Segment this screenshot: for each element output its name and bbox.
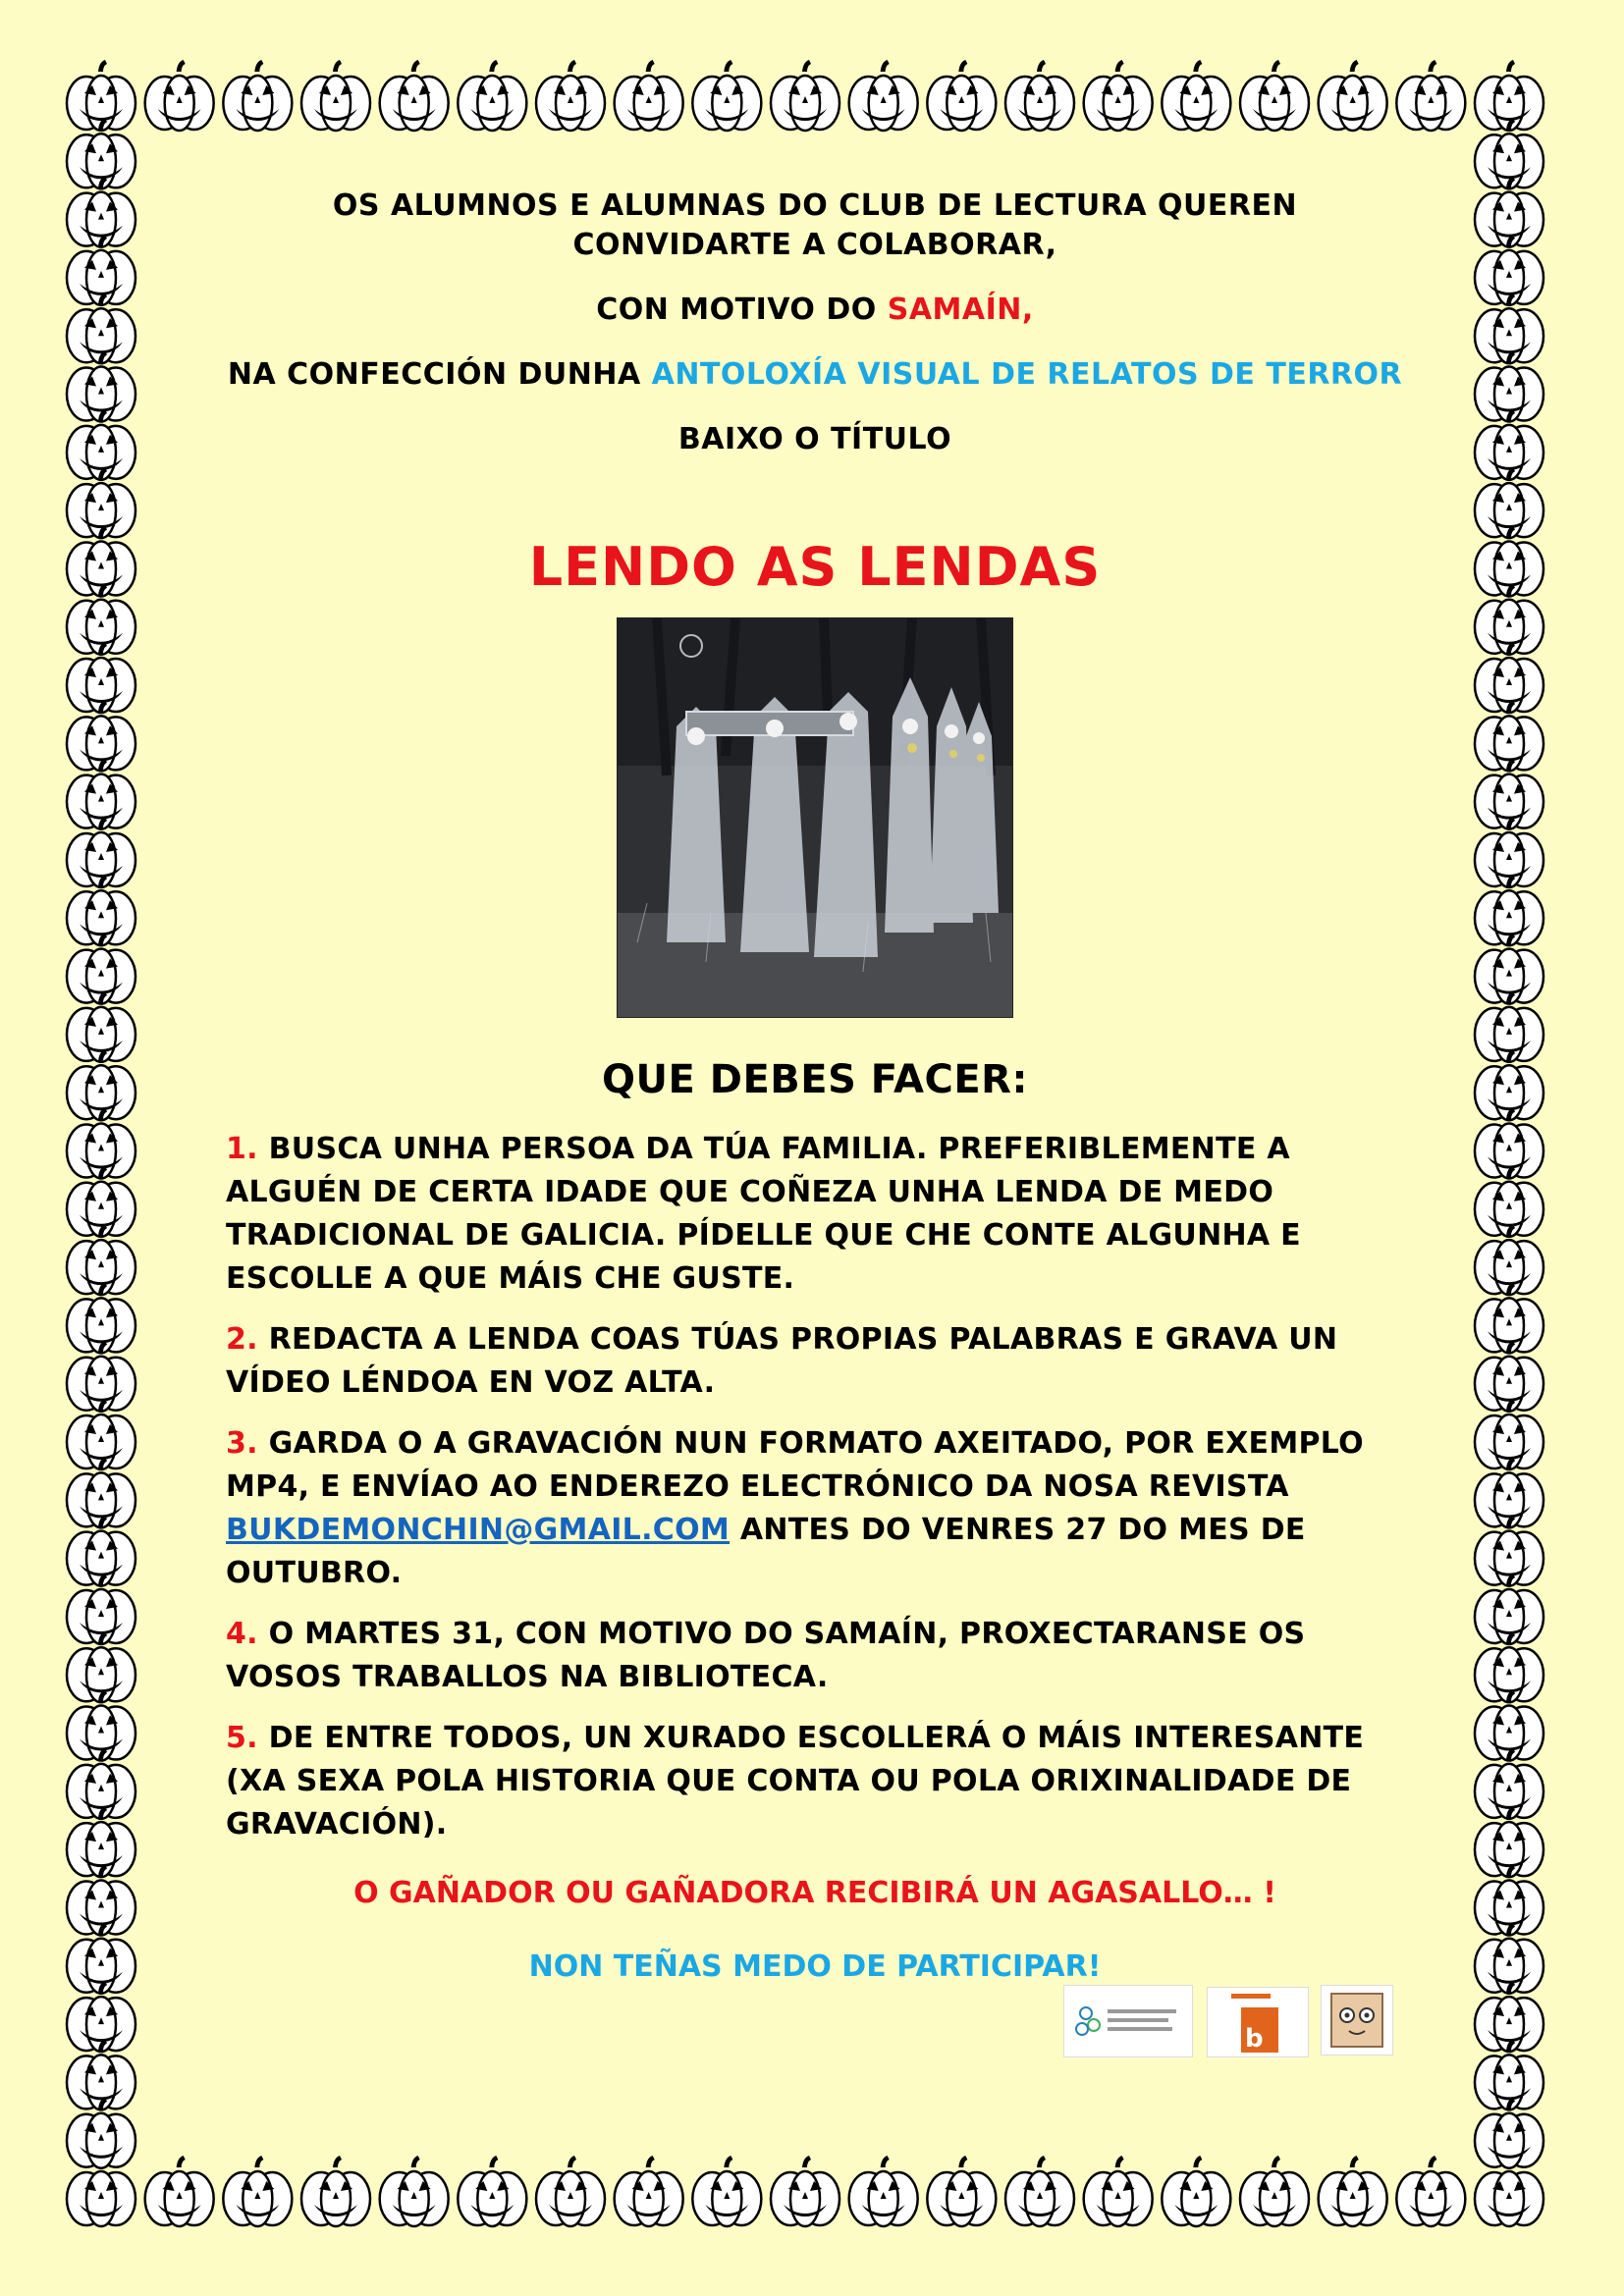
jack-o-lantern-icon	[458, 60, 526, 131]
jack-o-lantern-icon	[1475, 525, 1543, 596]
jack-o-lantern-icon	[1475, 1748, 1543, 1819]
jack-o-lantern-icon	[145, 60, 214, 131]
step-text-after: ANTES DO VENRES 27 DO MES DE OUTUBRO.	[226, 1513, 1306, 1590]
jack-o-lantern-icon	[1162, 2156, 1230, 2226]
jack-o-lantern-icon	[67, 1923, 135, 1994]
jack-o-lantern-icon	[67, 1224, 135, 1295]
jack-o-lantern-icon	[145, 2156, 214, 2226]
intro-line-1: OS ALUMNOS E ALUMNAS DO CLUB DE LECTURA QUEREN CONVIDARTE A COLABORAR,	[332, 188, 1298, 262]
jack-o-lantern-icon	[1162, 60, 1230, 131]
jack-o-lantern-icon	[67, 60, 135, 131]
jack-o-lantern-icon	[1475, 759, 1543, 829]
jack-o-lantern-icon	[1475, 1864, 1543, 1935]
step-5	[226, 1717, 1404, 1846]
jack-o-lantern-icon	[771, 60, 839, 131]
language-team-logo	[1063, 1985, 1193, 2057]
closing-block	[226, 1876, 1404, 1984]
instructions-heading: QUE DEBES FACER:	[602, 1057, 1028, 1102]
flyer-title: LENDO AS LENDAS	[528, 536, 1102, 598]
jack-o-lantern-icon	[1475, 118, 1543, 188]
jack-o-lantern-icon	[536, 60, 605, 131]
jack-o-lantern-icon	[67, 1341, 135, 1412]
jack-o-lantern-icon	[1475, 817, 1543, 887]
library-logo	[1207, 1987, 1309, 2057]
jack-o-lantern-icon	[67, 875, 135, 945]
jack-o-lantern-icon	[67, 700, 135, 771]
jack-o-lantern-icon	[67, 235, 135, 305]
intro-line-2	[226, 291, 1404, 330]
reading-club-logo	[1321, 1985, 1393, 2056]
jack-o-lantern-icon	[849, 2156, 918, 2226]
jack-o-lantern-icon	[67, 525, 135, 596]
jack-o-lantern-icon	[1475, 700, 1543, 771]
jack-o-lantern-icon	[1396, 60, 1465, 131]
jack-o-lantern-icon	[67, 1457, 135, 1527]
jack-o-lantern-icon	[1475, 351, 1543, 422]
step-1	[226, 1128, 1404, 1301]
intro-line-3-text: NA CONFECCIÓN DUNHA	[227, 357, 652, 392]
jack-o-lantern-icon	[1319, 2156, 1387, 2226]
jack-o-lantern-icon	[1475, 1457, 1543, 1527]
jack-o-lantern-icon	[67, 1806, 135, 1877]
jack-o-lantern-icon	[1475, 60, 1543, 131]
jack-o-lantern-icon	[1475, 1690, 1543, 1761]
jack-o-lantern-icon	[67, 118, 135, 188]
jack-o-lantern-icon	[67, 2039, 135, 2109]
jack-o-lantern-icon	[67, 1690, 135, 1761]
jack-o-lantern-icon	[67, 177, 135, 247]
step-text: GARDA O A GRAVACIÓN NUN FORMATO AXEITADO, POR EXEMPLO MP4, E ENVÍAO AO ENDEREZO ELECTRÓNICO DA NOSA REVISTA	[226, 1426, 1364, 1504]
jack-o-lantern-icon	[67, 1981, 135, 2052]
step-2	[226, 1318, 1404, 1405]
prize-line: O GAÑADOR OU GAÑADORA RECIBIRÁ UN AGASALLO… !	[353, 1876, 1276, 1910]
jack-o-lantern-icon	[1475, 1341, 1543, 1412]
jack-o-lantern-icon	[1475, 2156, 1543, 2226]
jack-o-lantern-icon	[1005, 2156, 1074, 2226]
jack-o-lantern-icon	[67, 642, 135, 713]
jack-o-lantern-icon	[1475, 293, 1543, 363]
encourage-line: NON TEÑAS MEDO DE PARTICIPAR!	[528, 1949, 1102, 1984]
anthology-highlight: ANTOLOXÍA VISUAL DE RELATOS DE TERROR	[651, 357, 1403, 392]
jack-o-lantern-icon	[67, 759, 135, 829]
jack-o-lantern-icon	[927, 2156, 996, 2226]
jack-o-lantern-icon	[692, 2156, 761, 2226]
jack-o-lantern-icon	[301, 2156, 370, 2226]
intro-line-2-text: CON MOTIVO DO	[596, 293, 888, 327]
flyer-content	[226, 187, 1404, 2023]
jack-o-lantern-icon	[536, 2156, 605, 2226]
step-number: 5.	[226, 1721, 258, 1755]
jack-o-lantern-icon	[927, 60, 996, 131]
jack-o-lantern-icon	[1475, 1574, 1543, 1644]
jack-o-lantern-icon	[1475, 1631, 1543, 1702]
step-3	[226, 1422, 1404, 1595]
jack-o-lantern-icon	[67, 467, 135, 538]
jack-o-lantern-icon	[615, 2156, 683, 2226]
instruction-steps	[226, 1128, 1404, 1846]
jack-o-lantern-icon	[1475, 235, 1543, 305]
intro-line-4: BAIXO O TÍTULO	[677, 422, 952, 456]
jack-o-lantern-icon	[67, 991, 135, 1062]
jack-o-lantern-icon	[1475, 991, 1543, 1062]
jack-o-lantern-icon	[67, 1516, 135, 1586]
jack-o-lantern-icon	[223, 60, 292, 131]
jack-o-lantern-icon	[67, 1108, 135, 1179]
jack-o-lantern-icon	[1475, 467, 1543, 538]
jack-o-lantern-icon	[1005, 60, 1074, 131]
jack-o-lantern-icon	[1240, 2156, 1309, 2226]
jack-o-lantern-icon	[67, 351, 135, 422]
jack-o-lantern-icon	[1475, 2098, 1543, 2168]
jack-o-lantern-icon	[849, 60, 918, 131]
jack-o-lantern-icon	[1475, 2039, 1543, 2109]
jack-o-lantern-icon	[1084, 60, 1153, 131]
jack-o-lantern-icon	[1240, 60, 1309, 131]
step-text: REDACTA A LENDA COAS TÚAS PROPIAS PALABRAS E GRAVA UN VÍDEO LÉNDOA EN VOZ ALTA.	[226, 1322, 1338, 1400]
jack-o-lantern-icon	[223, 2156, 292, 2226]
jack-o-lantern-icon	[301, 60, 370, 131]
jack-o-lantern-icon	[67, 293, 135, 363]
step-text: O MARTES 31, CON MOTIVO DO SAMAÍN, PROXECTARANSE OS VOSOS TRABALLOS NA BIBLIOTECA.	[226, 1617, 1306, 1694]
jack-o-lantern-icon	[1475, 177, 1543, 247]
jack-o-lantern-icon	[1475, 642, 1543, 713]
jack-o-lantern-icon	[1084, 2156, 1153, 2226]
jack-o-lantern-icon	[67, 1049, 135, 1120]
step-number: 2.	[226, 1322, 258, 1357]
jack-o-lantern-icon	[67, 2098, 135, 2168]
svg-text:b: b	[1245, 2024, 1264, 2054]
jack-o-lantern-icon	[615, 60, 683, 131]
santa-compana-photo	[617, 617, 1013, 1018]
jack-o-lantern-icon	[67, 2156, 135, 2226]
sponsor-logos	[1063, 1985, 1391, 2056]
jack-o-lantern-icon	[380, 2156, 449, 2226]
step-number: 3.	[226, 1426, 258, 1461]
intro-line-3	[226, 355, 1404, 395]
jack-o-lantern-icon	[1475, 1923, 1543, 1994]
intro-block	[226, 187, 1404, 459]
jack-o-lantern-icon	[67, 1399, 135, 1469]
samain-highlight: SAMAÍN,	[887, 293, 1034, 327]
jack-o-lantern-icon	[1475, 1399, 1543, 1469]
jack-o-lantern-icon	[1475, 1516, 1543, 1586]
jack-o-lantern-icon	[1475, 584, 1543, 655]
jack-o-lantern-icon	[67, 817, 135, 887]
step-text: BUSCA UNHA PERSOA DA TÚA FAMILIA. PREFERIBLEMENTE A ALGUÉN DE CERTA IDADE QUE COÑEZA UNHA LENDA DE MEDO TRADICIONAL DE GALICIA. PÍDELLE QUE CHE CONTE ALGUNHA E ESCOLLE A QUE MÁIS CHE GUSTE.	[226, 1132, 1301, 1296]
jack-o-lantern-icon	[67, 1631, 135, 1702]
step-number: 1.	[226, 1132, 258, 1166]
jack-o-lantern-icon	[67, 1574, 135, 1644]
jack-o-lantern-icon	[771, 2156, 839, 2226]
jack-o-lantern-icon	[67, 1864, 135, 1935]
jack-o-lantern-icon	[67, 1166, 135, 1237]
step-text: DE ENTRE TODOS, UN XURADO ESCOLLERÁ O MÁIS INTERESANTE (XA SEXA POLA HISTORIA QUE CONTA OU POLA ORIXINALIDADE DE GRAVACIÓN).	[226, 1721, 1365, 1842]
jack-o-lantern-icon	[1475, 1806, 1543, 1877]
jack-o-lantern-icon	[67, 1748, 135, 1819]
jack-o-lantern-icon	[1475, 1166, 1543, 1237]
jack-o-lantern-icon	[692, 60, 761, 131]
jack-o-lantern-icon	[67, 934, 135, 1004]
email-link[interactable]: BUKDEMONCHIN@GMAIL.COM	[226, 1513, 731, 1547]
jack-o-lantern-icon	[1475, 409, 1543, 480]
jack-o-lantern-icon	[1475, 1224, 1543, 1295]
jack-o-lantern-icon	[67, 1282, 135, 1353]
jack-o-lantern-icon	[1475, 875, 1543, 945]
jack-o-lantern-icon	[1475, 1282, 1543, 1353]
jack-o-lantern-icon	[380, 60, 449, 131]
jack-o-lantern-icon	[1475, 934, 1543, 1004]
jack-o-lantern-icon	[1475, 1981, 1543, 2052]
jack-o-lantern-icon	[67, 584, 135, 655]
step-4	[226, 1613, 1404, 1699]
jack-o-lantern-icon	[1475, 1049, 1543, 1120]
jack-o-lantern-icon	[458, 2156, 526, 2226]
jack-o-lantern-icon	[1319, 60, 1387, 131]
step-number: 4.	[226, 1617, 258, 1651]
jack-o-lantern-icon	[1475, 1108, 1543, 1179]
jack-o-lantern-icon	[1396, 2156, 1465, 2226]
jack-o-lantern-icon	[67, 409, 135, 480]
